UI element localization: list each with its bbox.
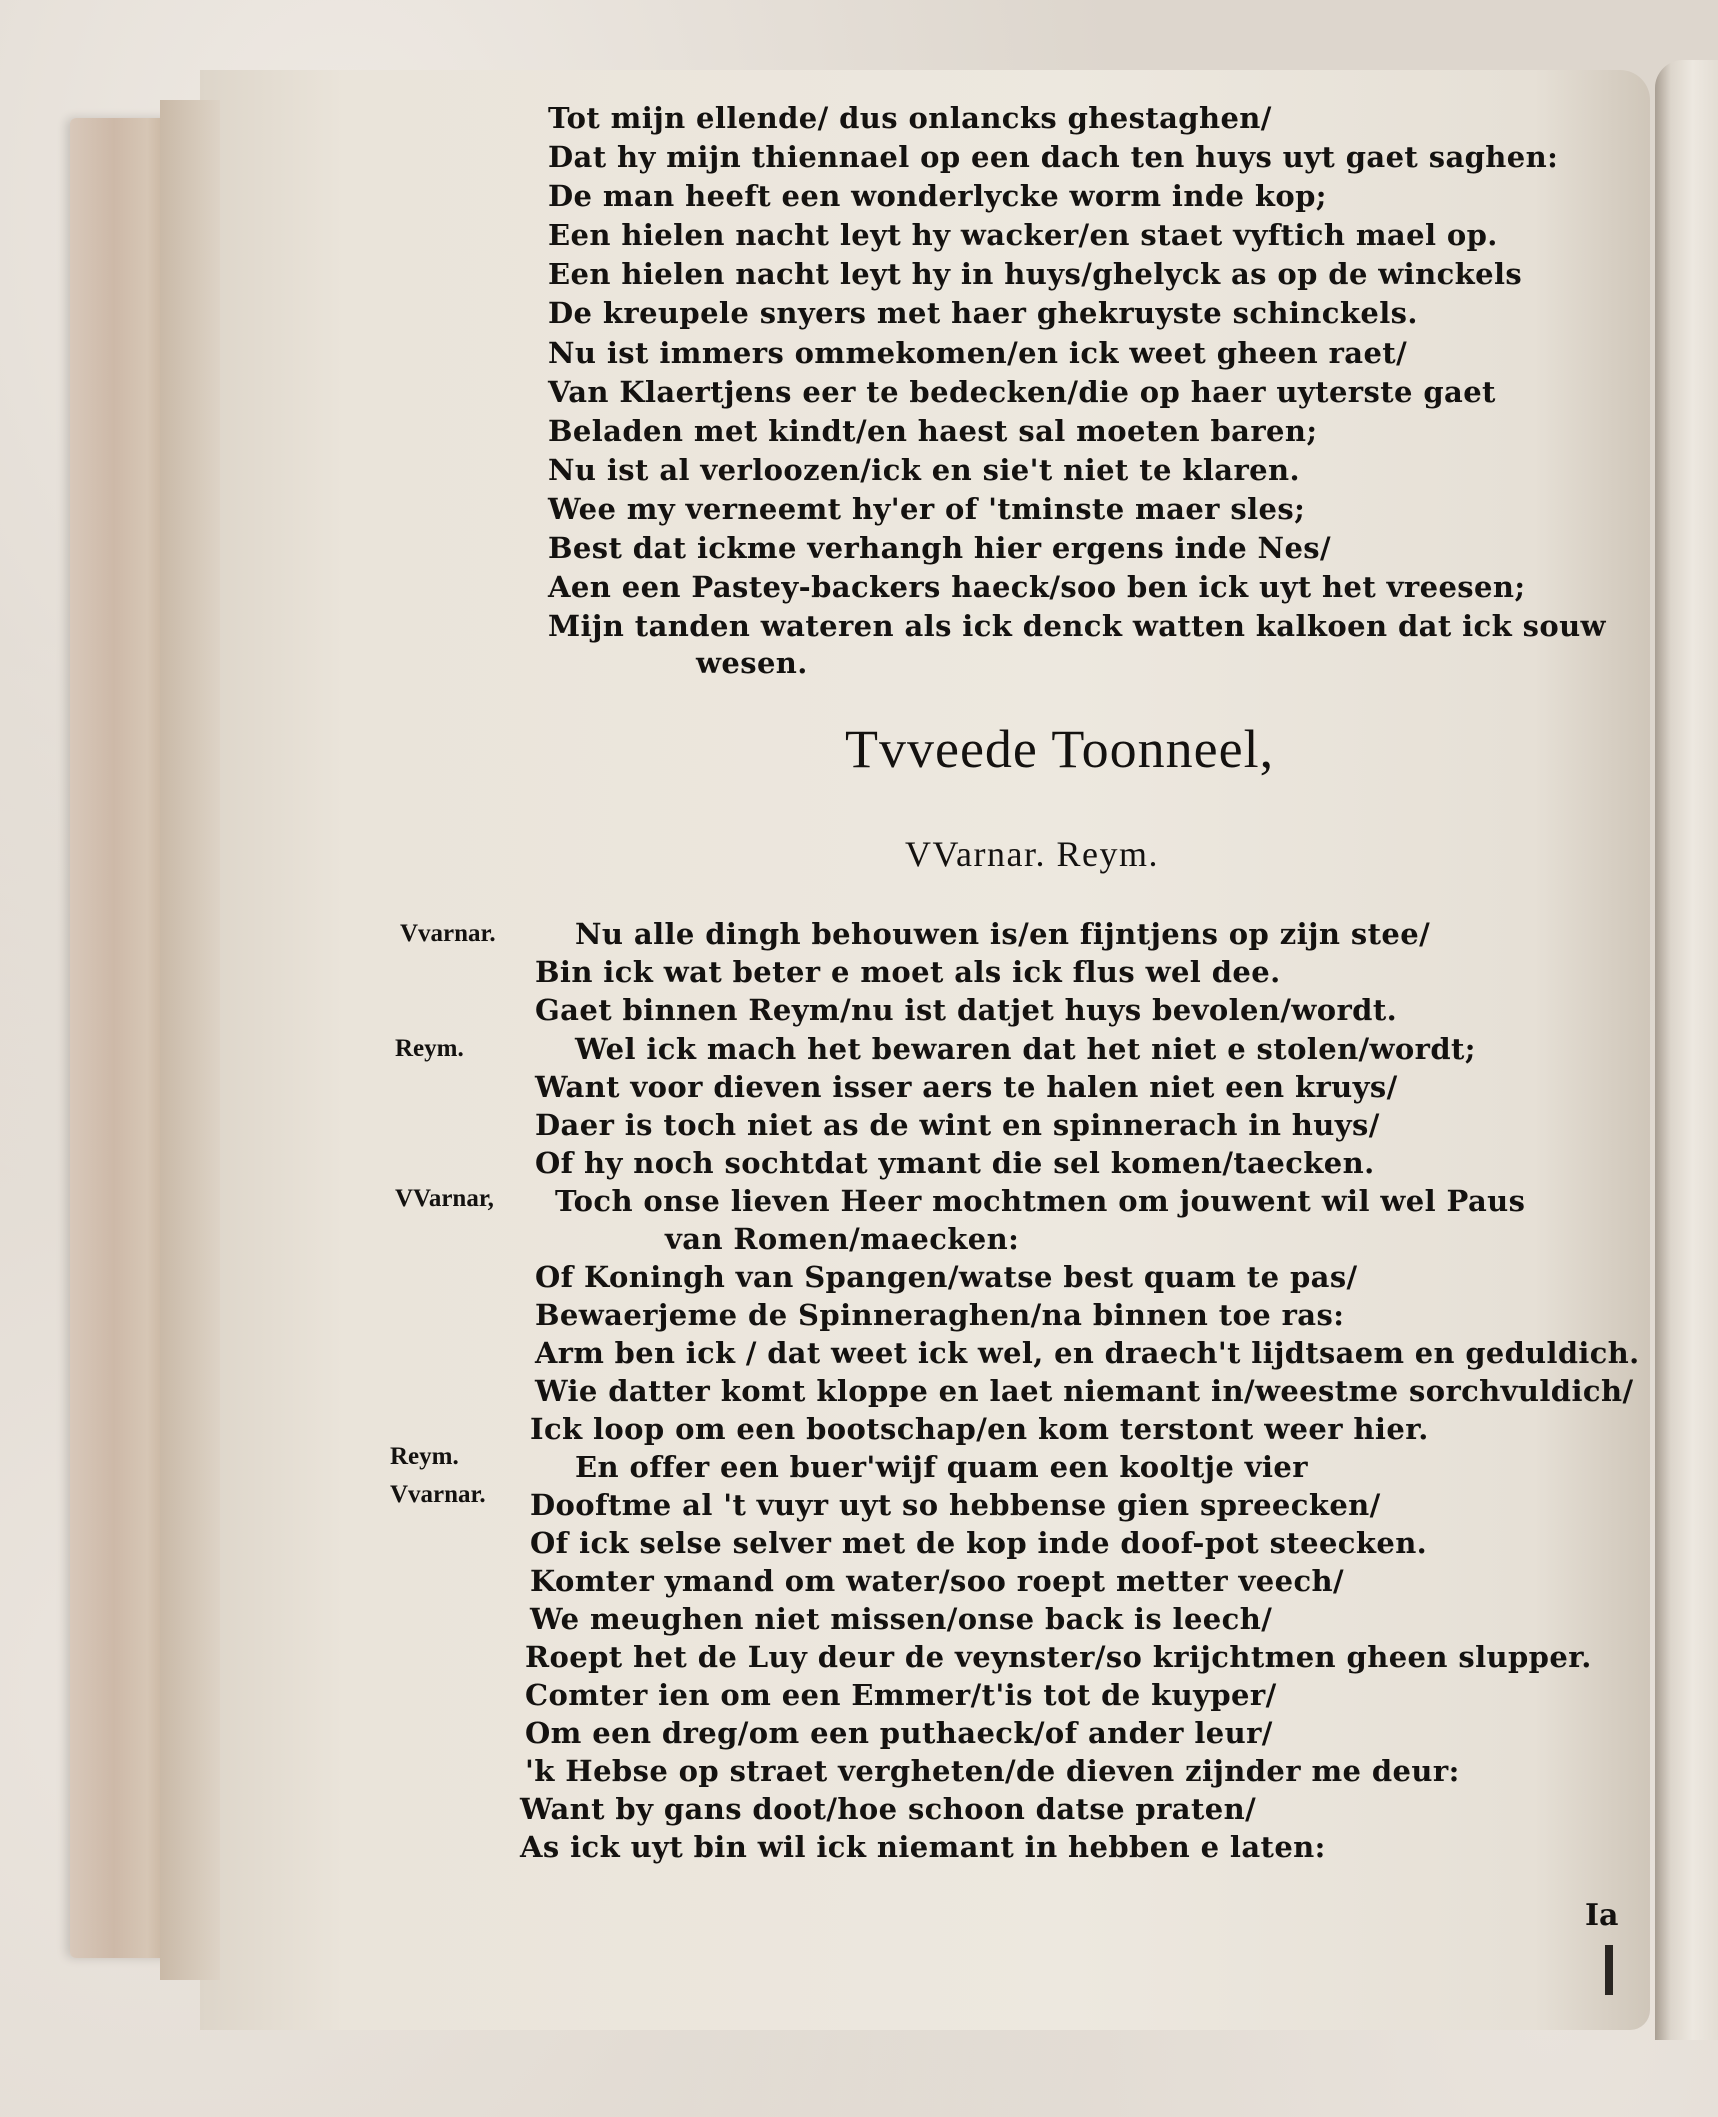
verse-line: wesen. <box>696 646 808 680</box>
verse-line: Nu ist al verloozen/ick en sie't niet te klaren. <box>548 453 1300 487</box>
dialogue-line: Komter ymand om water/soo roept metter veech/ <box>530 1564 1344 1598</box>
dialogue-line: Daer is toch niet as de wint en spinnerach in huys/ <box>535 1108 1380 1142</box>
dialogue-line: Want voor dieven isser aers te halen niet een kruys/ <box>535 1070 1398 1104</box>
dialogue-line: We meughen niet missen/onse back is leech/ <box>530 1602 1273 1636</box>
facing-page-edge <box>1655 60 1718 2040</box>
speaker-label: Vvarnar. <box>390 1481 486 1508</box>
verse-line: Best dat ickme verhangh hier ergens inde Nes/ <box>548 531 1332 565</box>
dialogue-line: Wie datter komt kloppe en laet niemant in/weestme sorchvuldich/ <box>535 1374 1634 1408</box>
dialogue-line: As ick uyt bin wil ick niemant in hebben e laten: <box>520 1830 1326 1864</box>
dialogue-line: Ick loop om een bootschap/en kom terstont weer hier. <box>530 1412 1429 1446</box>
dialogue-line: Of Koningh van Spangen/watse best quam te pas/ <box>535 1260 1358 1294</box>
dialogue-line: En offer een buer'wijf quam een kooltje vier <box>575 1450 1308 1484</box>
dialogue-line: Arm ben ick / dat weet ick wel, en draech't lijdtsaem en geduldich. <box>535 1336 1640 1370</box>
verse-line: Dat hy mijn thiennael op een dach ten huys uyt gaet saghen: <box>548 140 1559 174</box>
dialogue-line: Of ick selse selver met de kop inde doof-pot steecken. <box>530 1526 1428 1560</box>
dialogue-line: van Romen/maecken: <box>665 1222 1020 1256</box>
verse-line: De man heeft een wonderlycke worm inde kop; <box>548 179 1327 213</box>
catchword: Ia <box>1585 1898 1619 1933</box>
dialogue-line: Nu alle dingh behouwen is/en fijntjens op zijn stee/ <box>575 917 1431 951</box>
scene-heading: Tvveede Toonneel, <box>845 719 1275 779</box>
verse-line: Van Klaertjens eer te bedecken/die op haer uyterste gaet <box>548 375 1496 409</box>
speaker-label: Vvarnar. <box>400 920 496 947</box>
speaker-label: Reym. <box>395 1035 464 1062</box>
speaker-label: VVarnar, <box>395 1185 494 1212</box>
dialogue-line: Bewaerjeme de Spinneraghen/na binnen toe ras: <box>535 1298 1345 1332</box>
verse-line: Beladen met kindt/en haest sal moeten baren; <box>548 414 1318 448</box>
scene-personae: VVarnar. Reym. <box>905 834 1159 874</box>
verse-line: Wee my verneemt hy'er of 'tminste maer sles; <box>548 492 1306 526</box>
verse-line: Nu ist immers ommekomen/en ick weet gheen raet/ <box>548 336 1408 370</box>
dialogue-line: Gaet binnen Reym/nu ist datjet huys bevolen/wordt. <box>535 993 1398 1027</box>
verse-line: Tot mijn ellende/ dus onlancks ghestaghen/ <box>548 101 1272 135</box>
dialogue-line: Om een dreg/om een puthaeck/of ander leur/ <box>525 1716 1273 1750</box>
dialogue-line: Roept het de Luy deur de veynster/so krijchtmen gheen slupper. <box>525 1640 1592 1674</box>
verse-line: Aen een Pastey-backers haeck/soo ben ick uyt het vreesen; <box>548 570 1526 604</box>
dialogue-line: Wel ick mach het bewaren dat het niet e stolen/wordt; <box>575 1032 1476 1066</box>
dialogue-line: Comter ien om een Emmer/t'is tot de kuyper/ <box>525 1678 1277 1712</box>
dialogue-line: Dooftme al 't vuyr uyt so hebbense gien spreecken/ <box>530 1488 1381 1522</box>
dialogue-line: Of hy noch sochtdat ymant die sel komen/taecken. <box>535 1146 1375 1180</box>
dialogue-line: Toch onse lieven Heer mochtmen om jouwent wil wel Paus <box>555 1184 1526 1218</box>
verse-line: Mijn tanden wateren als ick denck watten kalkoen dat ick souw <box>548 609 1606 643</box>
page-gutter <box>160 100 220 1980</box>
dialogue-line: Want by gans doot/hoe schoon datse praten/ <box>520 1792 1257 1826</box>
verse-line: Een hielen nacht leyt hy wacker/en staet vyftich mael op. <box>548 218 1498 252</box>
verse-line: De kreupele snyers met haer ghekruyste schinckels. <box>548 296 1418 330</box>
speaker-label: Reym. <box>390 1443 459 1470</box>
page-corner-mark <box>1605 1945 1613 1995</box>
verse-line: Een hielen nacht leyt hy in huys/ghelyck as op de winckels <box>548 257 1523 291</box>
dialogue-line: Bin ick wat beter e moet als ick flus wel dee. <box>535 955 1281 989</box>
dialogue-line: 'k Hebse op straet vergheten/de dieven zijnder me deur: <box>525 1754 1460 1788</box>
